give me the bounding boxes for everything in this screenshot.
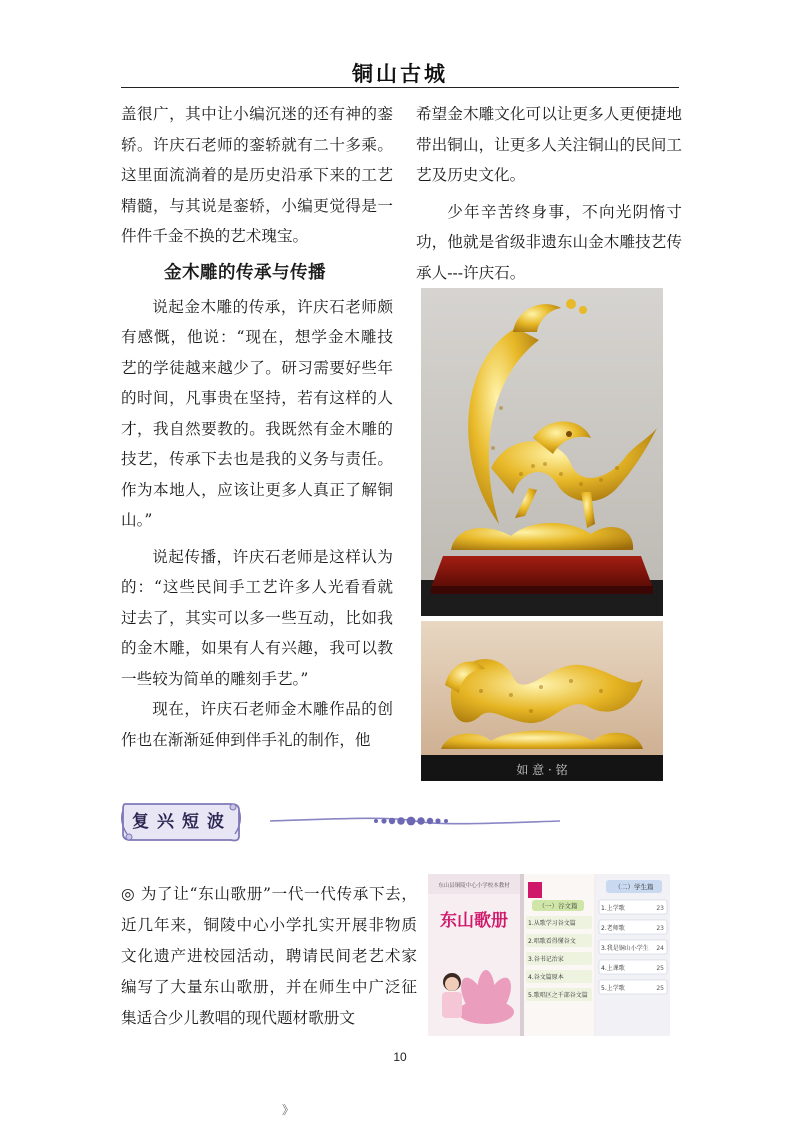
toc-item-4: 4.谷文篇原本: [528, 974, 564, 981]
left-paragraph-2: 说起金木雕的传承，许庆石老师颇有感慨，他说：“现在，想学金木雕技艺的学徒越来越少了。研习需要好些年的时间，凡事贵在坚持，若有这样的人才，我自然要教的。我既然有金木雕的技艺，传承下去也是我的义务与责任。作为本地人，应该让更多人真正了解铜山。”: [121, 297, 393, 529]
student-item-page-4: 25: [656, 965, 664, 972]
right-paragraph-1: 希望金木雕文化可以让更多人更便捷地带出铜山，让更多人关注铜山的民间工艺及历史文化。: [416, 105, 682, 184]
student-item-page-5: 25: [656, 985, 664, 992]
songbook-publisher-line: 东山县铜陵中心小学校本教材: [438, 883, 510, 889]
student-item-4: 4.上课歌: [601, 965, 625, 972]
bottom-mark: 》: [282, 1103, 295, 1117]
photo-golden-dragon-moon: [421, 288, 663, 616]
student-item-3: 3.我是铜山小学生: [601, 945, 649, 952]
student-item-1: 1.上学歌: [601, 905, 625, 912]
plaque-inscription: 如 意 · 铭: [516, 763, 568, 777]
left-paragraph-3: 说起传播，许庆石老师是这样认为的：“这些民间手工艺许多人光看看就过去了，其实可以多一些互动，比如我的金木雕，如果有人有兴趣，我可以教一些较为简单的雕刻手艺。”: [121, 547, 393, 688]
toc-item-5: 5.歌唱区之千部谷文篇: [528, 992, 588, 999]
bottom-paragraph-1: ◎ 为了让“东山歌册”一代一代传承下去，近几年来，铜陵中心小学扎实开展非物质文化遗产进校园活动，聘请民间老艺术家编写了大量东山歌册，并在师生中广泛征集适合少儿教唱的现代题材歌册文: [121, 885, 417, 1027]
songbook-section-1: （一）谷文篇: [538, 902, 578, 910]
right-column: [416, 99, 682, 288]
left-paragraph-4: 现在，许庆石老师金木雕作品的创作也在渐渐延伸到伴手礼的制作，他: [121, 700, 393, 749]
right-paragraph-2: 少年辛苦终身事，不向光阴惰寸功，他就是省级非遗东山金木雕技艺传承人---许庆石。: [416, 202, 682, 282]
student-item-page-1: 23: [656, 905, 664, 912]
student-item-2: 2.老师歌: [601, 925, 625, 932]
bottom-section-text: [121, 879, 417, 1034]
student-item-page-3: 24: [656, 945, 664, 952]
left-column: [121, 99, 393, 755]
student-item-page-2: 23: [656, 925, 664, 932]
header-rule: [121, 87, 679, 88]
toc-item-3: 3.谷书记治家: [528, 956, 564, 963]
running-header-title: 铜山古城: [352, 61, 448, 86]
photo-golden-dragon-plaque: [421, 621, 663, 781]
left-paragraph-1: 盖很广，其中让小编沉迷的还有神的銮轿。许庆石老师的銮轿就有二十多乘。这里面流淌着的是历史沿承下来的工艺精髓，与其说是銮轿，小编更觉得是一件件千金不换的艺术瑰宝。: [121, 105, 393, 245]
songbook-section-2: （二）学生篇: [614, 883, 654, 891]
student-item-5: 5.上学歌: [601, 985, 625, 992]
toc-item-2: 2.唱歌看得懂谷文: [528, 938, 576, 945]
decorative-ornament-divider: [270, 808, 560, 834]
section-banner-label: 复兴短波: [132, 812, 232, 832]
songbook-cover-title: 东山歌册: [440, 911, 508, 931]
toc-item-1: 1.从歌学习谷文篇: [528, 920, 576, 927]
section-subheading: 金木雕的传承与传播: [164, 262, 326, 283]
photo-songbook: [428, 874, 670, 1036]
page-number: 10: [393, 1050, 407, 1064]
